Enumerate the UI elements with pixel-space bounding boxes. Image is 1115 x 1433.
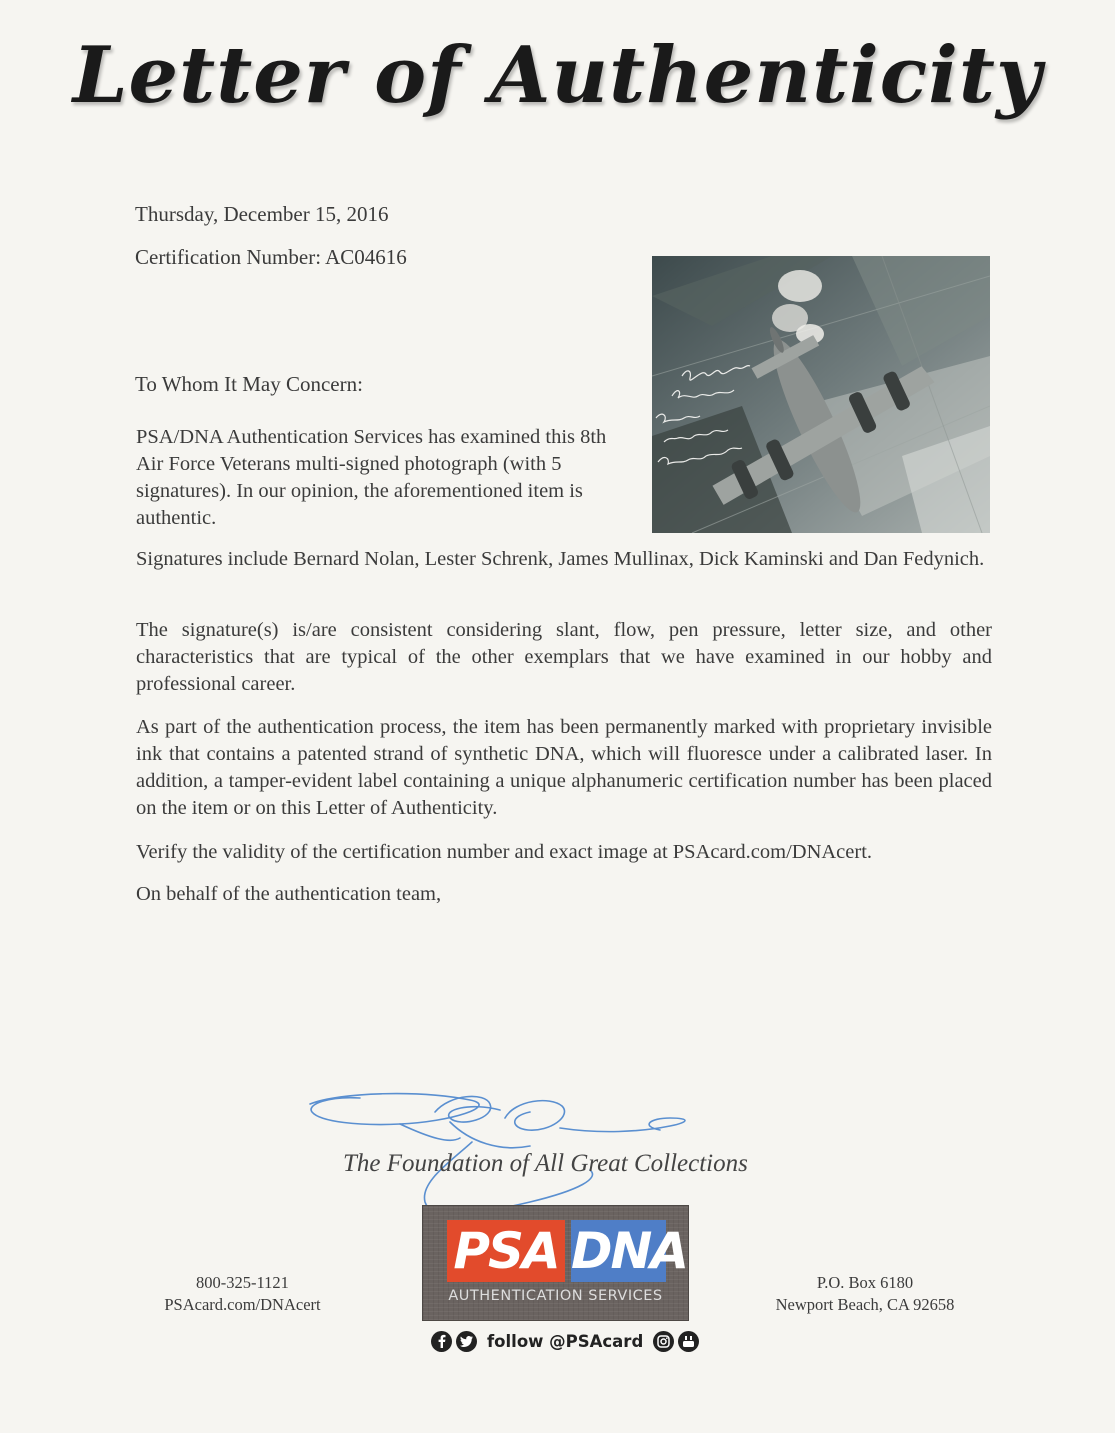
photo-illustration xyxy=(652,256,990,533)
website-url: PSAcard.com/DNAcert xyxy=(164,1295,321,1314)
logo-subtitle: AUTHENTICATION SERVICES xyxy=(448,1288,663,1304)
phone-number: 800-325-1121 xyxy=(196,1273,289,1292)
contact-block-left xyxy=(130,1272,355,1316)
letter-title: Letter of Authenticity xyxy=(72,30,1043,121)
youtube-icon[interactable] xyxy=(678,1331,699,1352)
paragraph-consistency: The signature(s) is/are consistent considering slant, flow, pen pressure, letter size, and other characteristics that are typical of the other exemplars that we have examined in our hobby and professional career. xyxy=(136,619,992,695)
paragraph-examination: PSA/DNA Authentication Services has examined this 8th Air Force Veterans multi-signed photograph (with 5 signatures). In our opinion, the aforementioned item is authentic. xyxy=(136,426,607,529)
paragraph-closing: On behalf of the authentication team, xyxy=(136,883,442,905)
psa-dna-logo xyxy=(422,1205,689,1321)
city-address: Newport Beach, CA 92658 xyxy=(775,1295,955,1314)
paragraph-verify: Verify the validity of the certification number and exact image at PSAcard.com/DNAcert. xyxy=(136,841,873,863)
letter-date: Thursday, December 15, 2016 xyxy=(135,202,389,226)
follow-handle[interactable]: follow @PSAcard xyxy=(487,1331,644,1351)
po-box: P.O. Box 6180 xyxy=(816,1273,914,1292)
social-links xyxy=(431,1328,699,1354)
paragraph-dna-process: As part of the authentication process, the item has been permanently marked with proprietary invisible ink that contains a patented strand of synthetic DNA, which will fluoresce under a calibrated laser. In addition, a tamper-evident label containing a unique alphanumeric certification number has been placed on the item or on this Letter of Authenticity. xyxy=(136,716,992,819)
instagram-icon[interactable] xyxy=(653,1331,674,1352)
logo-psa-text: PSA xyxy=(447,1220,565,1282)
facebook-icon[interactable] xyxy=(431,1331,452,1352)
salutation: To Whom It May Concern: xyxy=(135,372,363,396)
logo-dna-text: DNA xyxy=(571,1222,688,1280)
paragraph-signatures: Signatures include Bernard Nolan, Lester Schrenk, James Mullinax, Dick Kaminski and Dan Fedynich. xyxy=(136,548,985,570)
certification-number: Certification Number: AC04616 xyxy=(135,245,407,269)
contact-block-right xyxy=(755,1272,975,1316)
company-tagline: The Foundation of All Great Collections xyxy=(343,1150,748,1177)
twitter-icon[interactable] xyxy=(456,1331,477,1352)
signed-photograph xyxy=(652,256,990,533)
